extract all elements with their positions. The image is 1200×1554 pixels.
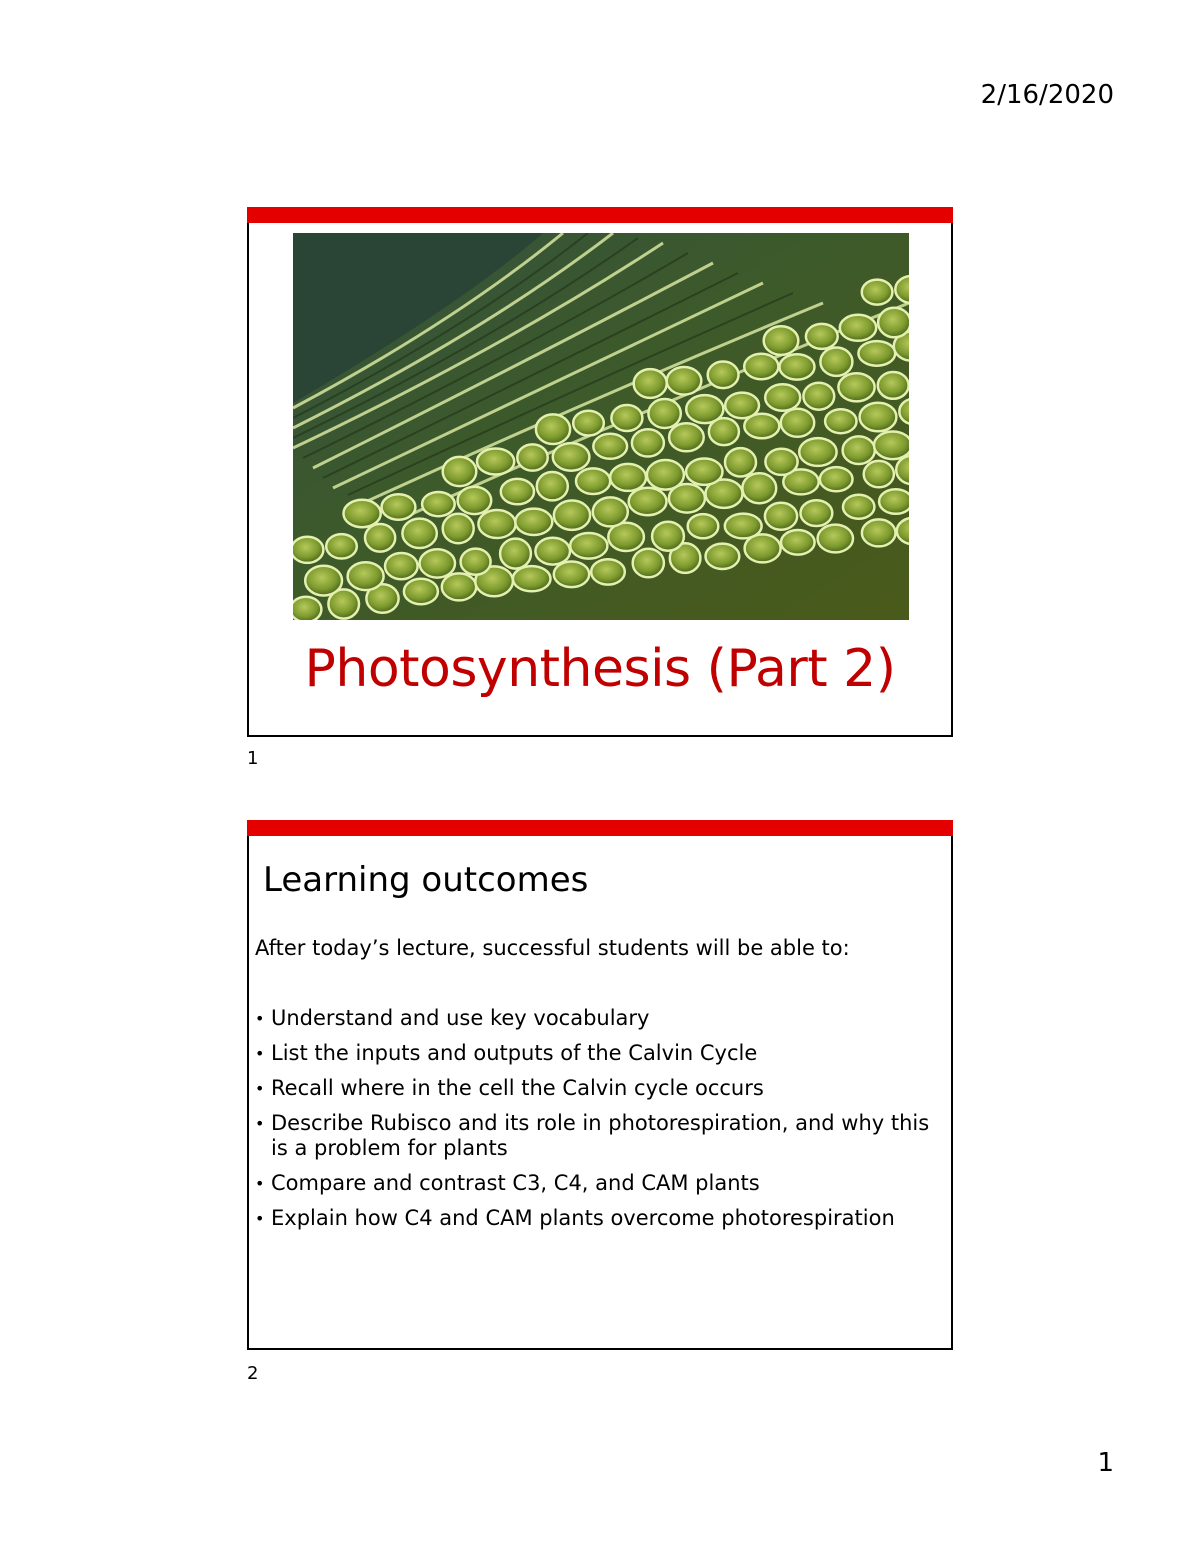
plant-cell	[535, 538, 570, 565]
slide-1	[247, 207, 953, 737]
document-date: 2/16/2020	[980, 80, 1114, 110]
list-item: • Recall where in the cell the Calvin cycle occurs	[255, 1076, 764, 1100]
plant-cell	[305, 566, 342, 596]
plant-cell	[500, 539, 531, 569]
plant-cell	[293, 597, 321, 620]
slide-accent-bar	[247, 820, 953, 836]
slide-number-2: 2	[247, 1363, 259, 1384]
plant-cell	[708, 362, 739, 389]
plant-cell	[554, 562, 589, 588]
bullet-icon: •	[255, 1209, 265, 1228]
plant-cell	[629, 488, 667, 515]
plant-cell	[818, 525, 853, 553]
plant-cell	[858, 341, 895, 366]
bullet-icon: •	[255, 1009, 265, 1028]
plant-cell	[515, 509, 552, 535]
plant-cell	[634, 369, 667, 398]
plant-cell	[765, 503, 797, 530]
plant-cell	[838, 373, 874, 401]
plant-cell	[874, 432, 909, 460]
plant-cell	[688, 514, 719, 538]
plant-cell	[593, 497, 628, 526]
plant-cell	[820, 348, 852, 376]
plant-cell	[420, 549, 455, 577]
list-item: • List the inputs and outputs of the Calvin Cycle	[255, 1041, 758, 1065]
plant-cell	[879, 489, 909, 514]
plant-cell	[593, 434, 627, 459]
plant-cell	[404, 579, 438, 604]
plant-cell	[553, 443, 590, 471]
plant-cell	[862, 280, 893, 305]
list-item: • Compare and contrast C3, C4, and CAM plants	[255, 1171, 760, 1195]
plant-cell	[864, 461, 894, 487]
plant-cell	[765, 384, 800, 411]
plant-cell	[382, 494, 416, 520]
bullet-icon: •	[255, 1174, 265, 1193]
slide-intro: After today’s lecture, successful students will be able to:	[255, 936, 850, 960]
plant-cell	[725, 448, 756, 476]
plant-cell	[326, 534, 357, 558]
plant-cell	[632, 429, 664, 456]
plant-cell	[764, 326, 799, 355]
plant-cell	[801, 500, 833, 526]
plant-cell	[843, 436, 875, 464]
plant-cell	[860, 403, 897, 432]
plant-cell	[780, 354, 815, 379]
slide-title: Photosynthesis (Part 2)	[304, 639, 896, 699]
plant-cell	[458, 487, 492, 514]
plant-cell	[610, 464, 646, 491]
plant-cell	[443, 457, 477, 486]
list-item: • Explain how C4 and CAM plants overcome photorespiration	[255, 1206, 895, 1230]
plant-cell	[576, 468, 610, 494]
plant-cell	[803, 383, 834, 410]
plant-cell	[461, 549, 491, 575]
plant-cell	[293, 537, 323, 563]
plant-cell	[477, 449, 514, 475]
plant-cell	[878, 308, 909, 338]
plant-cell	[647, 460, 684, 490]
slide-accent-bar	[247, 207, 953, 223]
plant-cell	[633, 549, 664, 578]
plant-cell	[478, 510, 515, 538]
plant-cell	[806, 324, 838, 349]
plant-cell	[862, 519, 896, 546]
plant-cell	[537, 472, 568, 500]
bullet-icon: •	[255, 1044, 265, 1063]
plant-cell	[878, 372, 909, 399]
plant-cell	[442, 573, 476, 600]
plant-cell	[781, 530, 815, 555]
plant-cell	[843, 495, 874, 519]
plant-cell	[344, 500, 381, 527]
plant-cell	[348, 562, 384, 590]
slide-number-1: 1	[247, 748, 259, 769]
plant-cell	[611, 405, 642, 431]
plant-cell	[554, 501, 590, 530]
plant-cell	[744, 354, 778, 379]
plant-cell	[648, 399, 680, 428]
slide-2	[247, 820, 953, 1350]
page-number: 1	[1097, 1448, 1114, 1478]
plant-cell	[669, 423, 704, 451]
plant-cell	[742, 473, 776, 503]
plant-cell	[799, 438, 836, 466]
plant-cell	[513, 566, 551, 591]
plant-cell	[825, 409, 856, 433]
plant-cell	[686, 395, 723, 423]
plant-cell	[667, 367, 702, 395]
plant-cell	[443, 514, 474, 543]
plant-cells-photo	[293, 233, 909, 620]
plant-cell	[591, 559, 625, 584]
plant-cell	[840, 315, 876, 341]
plant-cell	[573, 411, 604, 436]
plant-cell	[765, 449, 797, 475]
plant-cell	[652, 522, 684, 551]
plant-cell	[385, 553, 418, 579]
plant-cell	[781, 409, 814, 437]
bullet-icon: •	[255, 1079, 265, 1098]
plant-cell	[501, 479, 534, 504]
plant-cell	[725, 393, 759, 419]
slide-heading: Learning outcomes	[263, 860, 589, 900]
plant-cell	[365, 524, 395, 552]
plant-cell	[820, 467, 853, 491]
plant-cell	[402, 519, 436, 548]
plant-cell	[536, 414, 570, 444]
list-item: • Understand and use key vocabulary	[255, 1006, 650, 1030]
plant-cell	[422, 492, 455, 516]
bullet-icon: •	[255, 1114, 265, 1133]
outcomes-list	[255, 1006, 945, 1241]
plant-cell	[725, 514, 762, 539]
plant-cell	[570, 533, 607, 559]
plant-cell	[686, 459, 722, 485]
list-item: • Describe Rubisco and its role in photorespiration, and why this is a problem for plants	[255, 1111, 930, 1160]
plant-cell	[706, 544, 740, 569]
plant-cell	[517, 444, 547, 470]
